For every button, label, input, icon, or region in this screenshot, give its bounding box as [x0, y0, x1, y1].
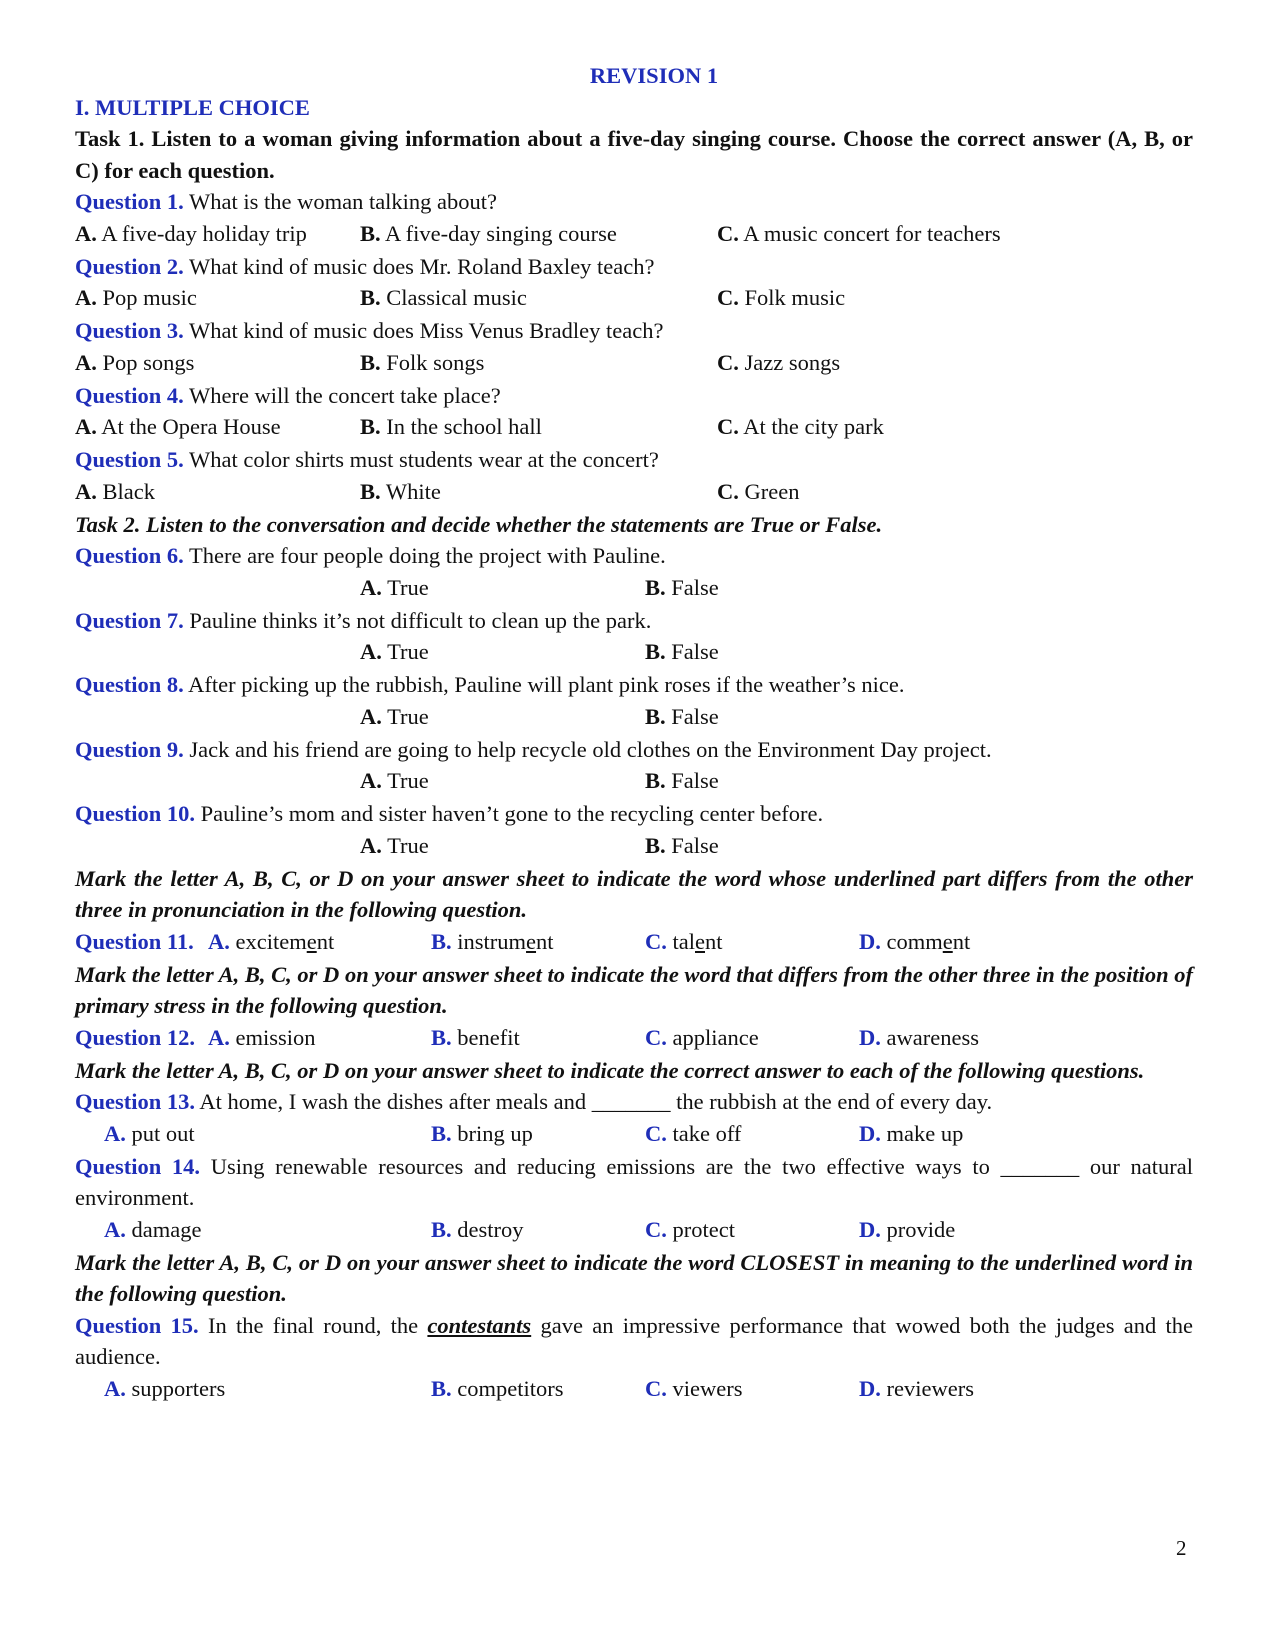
question-12: [75, 1022, 1193, 1055]
option-letter: C.: [645, 1120, 667, 1146]
option-text: appliance: [672, 1024, 759, 1050]
option-text: False: [671, 639, 719, 664]
answer-option: [360, 282, 527, 314]
answer-options: [75, 282, 1193, 315]
answer-options: [75, 476, 1193, 509]
option-letter: B.: [360, 220, 381, 246]
option-true: [360, 636, 429, 668]
stress-instruction: Mark the letter A, B, C, or D on your answer sheet to indicate the word that differs from the other three in the position of primary stress in the following question.: [75, 961, 1193, 1018]
question-13-options: [75, 1118, 1193, 1151]
question-label: Question 9.: [75, 736, 184, 762]
option-text: A music concert for teachers: [743, 220, 1001, 246]
answer-option: [717, 347, 840, 379]
option-letter: B.: [360, 285, 381, 310]
answer-option: [431, 1214, 524, 1246]
question-stem: [75, 734, 1193, 766]
answer-option: [717, 411, 884, 443]
option-letter: B.: [431, 1120, 452, 1146]
option-word: instrument: [457, 928, 554, 954]
answer-option: [360, 347, 484, 379]
option-false: [645, 572, 719, 604]
option-letter: B.: [360, 414, 381, 439]
option-letter: D.: [859, 1216, 881, 1242]
option-letter: D.: [859, 1120, 881, 1146]
option-letter: B.: [431, 928, 452, 954]
option-letter: D.: [859, 928, 881, 954]
option-letter: A.: [75, 349, 97, 375]
option-text: Pop music: [102, 285, 197, 310]
true-false-options: [75, 765, 1193, 798]
question-text: There are four people doing the project with Pauline.: [188, 543, 666, 568]
answer-option: [208, 926, 334, 958]
option-text: protect: [672, 1216, 735, 1242]
correct-answer-instruction: Mark the letter A, B, C, or D on your answer sheet to indicate the correct answer to each of the following questions.: [75, 1057, 1145, 1083]
underlined-letter: e: [526, 928, 537, 954]
option-letter: B.: [645, 768, 666, 793]
underlined-word: contestants: [427, 1312, 532, 1338]
option-letter: A.: [75, 478, 97, 504]
question-label: Question 11.: [75, 928, 194, 954]
option-true: [360, 701, 429, 733]
option-letter: C.: [717, 285, 739, 310]
option-letter: C.: [717, 478, 739, 504]
option-true: [360, 765, 429, 797]
option-letter: A.: [360, 639, 382, 664]
option-letter: B.: [360, 349, 381, 375]
option-text: make up: [886, 1120, 964, 1146]
answer-option: [75, 218, 307, 250]
question-label: Question 8.: [75, 672, 184, 697]
option-text: Folk songs: [386, 349, 485, 375]
option-letter: B.: [431, 1375, 452, 1401]
option-text: Classical music: [386, 285, 527, 310]
option-word: talent: [672, 928, 723, 954]
option-letter: B.: [645, 703, 666, 729]
option-text: False: [671, 703, 719, 729]
closest-meaning-instruction: Mark the letter A, B, C, or D on your answer sheet to indicate the word CLOSEST in meaning to the underlined word in the following question.: [75, 1249, 1193, 1306]
question-text: After picking up the rubbish, Pauline will plant pink roses if the weather’s nice.: [188, 672, 905, 697]
answer-option: [645, 926, 723, 958]
option-text: Jazz songs: [744, 349, 841, 375]
option-word: comment: [886, 928, 971, 954]
option-false: [645, 701, 719, 733]
task2-questions: [75, 540, 1193, 863]
option-word: excitement: [235, 928, 335, 954]
option-text: At the Opera House: [101, 414, 281, 439]
option-letter: B.: [645, 574, 666, 600]
option-text: True: [387, 703, 429, 729]
option-letter: A.: [104, 1120, 126, 1146]
option-text: True: [387, 574, 429, 600]
answer-option: [645, 1214, 735, 1246]
question-label: Question 6.: [75, 543, 184, 568]
option-text: Green: [744, 478, 800, 504]
option-text: Black: [102, 478, 155, 504]
worksheet-page: [75, 60, 1193, 1406]
task2-instruction: Task 2. Listen to the conversation and decide whether the statements are True or False.: [75, 511, 883, 537]
option-text: In the school hall: [386, 414, 542, 439]
option-letter: A.: [360, 574, 382, 600]
option-text: True: [387, 768, 429, 793]
question-text: What color shirts must students wear at the concert?: [188, 447, 659, 472]
question-label: Question 5.: [75, 447, 184, 472]
answer-option: [208, 1022, 316, 1054]
question-text: Where will the concert take place?: [188, 382, 501, 408]
option-text: Folk music: [744, 285, 846, 310]
option-letter: A.: [75, 220, 97, 246]
question-text: Jack and his friend are going to help recycle old clothes on the Environment Day project.: [189, 736, 992, 762]
answer-option: [859, 1214, 955, 1246]
option-text: A five-day holiday trip: [101, 220, 307, 246]
option-letter: C.: [645, 1024, 667, 1050]
section-heading: I. MULTIPLE CHOICE: [75, 94, 310, 120]
question-label: Question 1.: [75, 189, 184, 214]
question-15-stem: Question 15. In the final round, the contestants gave an impressive performance that wowed both the judges and the audience.: [75, 1312, 1194, 1369]
question-stem: [75, 540, 1193, 572]
option-letter: B.: [360, 478, 381, 504]
answer-option: [645, 1022, 759, 1054]
option-false: [645, 765, 719, 797]
answer-option: [717, 476, 799, 508]
question-label: Question 12.: [75, 1024, 196, 1050]
option-text: At the city park: [743, 414, 884, 439]
option-letter: B.: [431, 1024, 452, 1050]
question-stem: [75, 444, 1193, 476]
option-text: viewers: [672, 1375, 743, 1401]
option-letter: B.: [645, 639, 666, 664]
option-letter: A.: [104, 1375, 126, 1401]
question-text: Pauline’s mom and sister haven’t gone to the recycling center before.: [200, 801, 824, 826]
option-text: A five-day singing course: [385, 220, 617, 246]
answer-option: [645, 1118, 741, 1150]
option-letter: A.: [208, 1024, 230, 1050]
question-label: Question 7.: [75, 607, 184, 633]
task1-questions: [75, 186, 1193, 509]
option-text: False: [671, 574, 719, 600]
answer-option: [104, 1373, 225, 1405]
option-false: [645, 636, 719, 668]
answer-option: [104, 1118, 195, 1150]
true-false-options: [75, 701, 1193, 734]
true-false-options: [75, 830, 1193, 863]
option-letter: A.: [208, 928, 230, 954]
page-title: REVISION 1: [589, 63, 719, 88]
option-letter: C.: [717, 414, 739, 439]
option-text: awareness: [886, 1024, 979, 1050]
option-true: [360, 572, 429, 604]
answer-option: [360, 218, 617, 250]
answer-option: [859, 1373, 974, 1405]
option-letter: A.: [360, 703, 382, 729]
answer-options: [75, 347, 1193, 380]
option-text: competitors: [457, 1375, 564, 1401]
option-text: bring up: [457, 1120, 533, 1146]
answer-option: [717, 218, 1001, 250]
pronunciation-instruction: Mark the letter A, B, C, or D on your answer sheet to indicate the word whose underlined part differs from the other three in pronunciation in the following question.: [75, 865, 1193, 922]
option-text: supporters: [131, 1375, 226, 1401]
option-false: [645, 830, 719, 862]
option-letter: A.: [75, 414, 97, 439]
underlined-letter: e: [306, 928, 317, 954]
option-true: [360, 830, 429, 862]
option-letter: A.: [360, 832, 382, 858]
option-text: False: [671, 832, 719, 858]
answer-options: [75, 411, 1193, 444]
option-text: destroy: [457, 1216, 524, 1242]
answer-option: [431, 1118, 533, 1150]
option-text: True: [387, 639, 429, 664]
option-text: put out: [131, 1120, 195, 1146]
option-text: True: [387, 832, 429, 858]
option-letter: C.: [717, 349, 739, 375]
question-14-stem: Question 14. Using renewable resources and reducing emissions are the two effective ways to _______ our natural environment.: [75, 1153, 1194, 1210]
answer-option: [75, 347, 194, 379]
option-letter: D.: [859, 1375, 881, 1401]
option-letter: C.: [717, 220, 739, 246]
option-text: damage: [131, 1216, 202, 1242]
question-stem: [75, 380, 1193, 412]
question-14-options: [75, 1214, 1193, 1247]
underlined-letter: e: [695, 928, 705, 954]
answer-option: [360, 411, 542, 443]
true-false-options: [75, 636, 1193, 669]
option-text: reviewers: [886, 1375, 974, 1401]
question-stem: [75, 798, 1193, 830]
question-text: What kind of music does Miss Venus Bradley teach?: [188, 318, 664, 343]
option-letter: C.: [645, 1216, 667, 1242]
true-false-options: [75, 572, 1193, 605]
option-text: White: [385, 478, 441, 504]
answer-option: [431, 1022, 520, 1054]
answer-option: [360, 476, 441, 508]
option-letter: A.: [75, 285, 97, 310]
answer-option: [75, 476, 155, 508]
option-letter: A.: [104, 1216, 126, 1242]
option-letter: C.: [645, 928, 667, 954]
answer-option: [717, 282, 845, 314]
underlined-letter: e: [942, 928, 953, 954]
option-letter: B.: [645, 832, 666, 858]
option-text: take off: [672, 1120, 742, 1146]
answer-option: [104, 1214, 201, 1246]
question-15-options: [75, 1373, 1193, 1406]
answer-option: [75, 411, 281, 443]
question-text: What kind of music does Mr. Roland Baxley teach?: [188, 253, 655, 279]
question-11: [75, 926, 1193, 959]
option-letter: C.: [645, 1375, 667, 1401]
answer-options: [75, 218, 1193, 251]
answer-option: [859, 1118, 963, 1150]
option-text: Pop songs: [102, 349, 195, 375]
option-text: emission: [235, 1024, 316, 1050]
answer-option: [75, 282, 197, 314]
question-text: Pauline thinks it’s not difficult to clean up the park.: [189, 607, 652, 633]
question-label: Question 10.: [75, 801, 196, 826]
answer-option: [859, 1022, 979, 1054]
task1-instruction: Task 1. Listen to a woman giving information about a five-day singing course. Choose the correct answer (A, B, or C) for each question.: [75, 126, 1193, 183]
page-number: 2: [1176, 1536, 1187, 1560]
question-stem: [75, 315, 1193, 347]
question-label: Question 3.: [75, 318, 184, 343]
answer-option: [645, 1373, 742, 1405]
question-stem: [75, 605, 1193, 637]
question-stem: [75, 186, 1193, 218]
question-stem: [75, 251, 1193, 283]
question-label: Question 4.: [75, 382, 184, 408]
answer-option: [859, 926, 970, 958]
option-letter: B.: [431, 1216, 452, 1242]
question-stem: [75, 669, 1193, 701]
question-13-stem: Question 13. At home, I wash the dishes after meals and _______ the rubbish at the end of every day.: [75, 1089, 993, 1114]
question-label: Question 2.: [75, 253, 184, 279]
option-text: provide: [886, 1216, 956, 1242]
option-letter: A.: [360, 768, 382, 793]
answer-option: [431, 926, 554, 958]
question-text: What is the woman talking about?: [188, 189, 498, 214]
answer-option: [431, 1373, 564, 1405]
option-letter: D.: [859, 1024, 881, 1050]
option-text: False: [671, 768, 719, 793]
option-text: benefit: [457, 1024, 520, 1050]
